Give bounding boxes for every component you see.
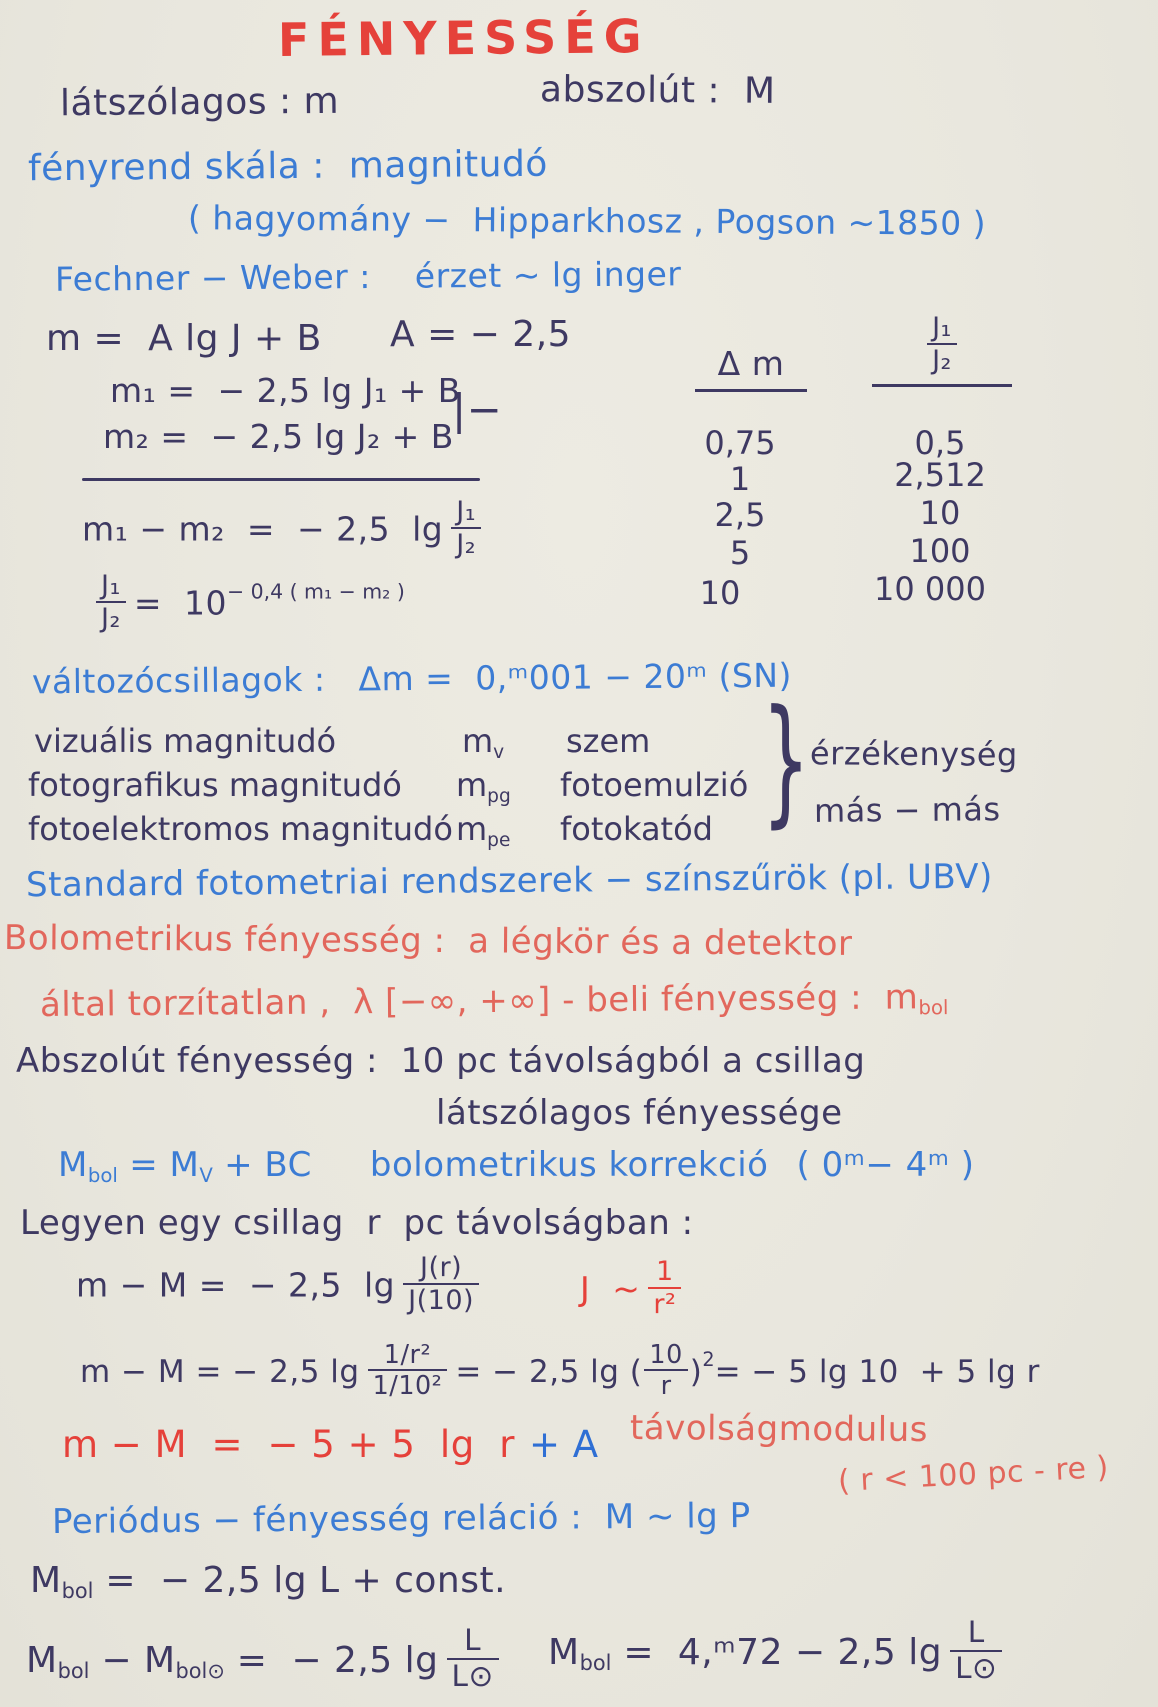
correction-range: ( 0ᵐ− 4ᵐ ) [796,1145,975,1185]
table-row-ratio: 2,512 [894,456,986,494]
ratio-power-equation [88,570,405,636]
sensitivity-note-2: más − más [813,790,1001,830]
grouping-brace: } [761,680,811,841]
fechner-weber-line: Fechner − Weber : érzet ~ lg inger [54,254,682,299]
mag-type-detector: szem [566,722,651,760]
inverse-square-fraction: $\frac{1}{\text{r²}}$ [648,1257,681,1319]
standard-systems-line: Standard fotometriai rendszerek − színszűrök (pl. UBV) [25,856,993,906]
table-col2-header [872,312,1012,387]
intensity-ratio-fraction: $\frac{\text{J₁}}{\text{J₂}}$ [451,497,481,559]
distance-modulus-label: távolságmodulus [629,1407,929,1451]
mbol-subscript: bol [918,996,949,1020]
base-equation: m = A lg J + B [46,318,322,359]
a-value: A = − 2,5 [390,314,572,355]
mag-type-detector: fotokatód [560,810,713,848]
period-luminosity-line: Periódus − fényesség reláció : M ~ lg P [51,1495,751,1543]
ratio-exponent: − 0,4 ( m₁ − m₂ ) [226,579,405,604]
sensitivity-note-1: érzékenység [809,734,1018,774]
absolute-magnitude-label: abszolút : M [539,69,776,112]
difference-equation [82,496,489,562]
luminosity-equation-1: $M_{bol}$ = − 2,5 lg L + const. [30,1560,507,1603]
distance-intro-line: Legyen egy csillag r pc távolságban : [20,1203,694,1243]
table-col1-header: Δ m [695,345,807,392]
distance-equation-2: m − M = − 2,5 lg $\frac{\text{1/r²}}{\text{1/10²}}$ = − 2,5 lg ( $\frac{10}{r}$ )$^2$= − 5 lg 10 + 5 lg r [80,1339,1040,1401]
table-row-ratio: 100 [909,532,971,570]
mag-type-detector: fotoemulzió [560,766,749,804]
variable-stars-line: változócsillagok : Δm = 0,ᵐ001 − 20ᵐ (SN) [31,655,793,702]
bolometric-line-2: által torzítatlan , λ [−∞, +∞] - beli fényesség : $m_{bol}$ [39,977,949,1025]
distance-equation-1: m − M = − 2,5 lg $\frac{J(r)}{J(10)}$ [76,1256,487,1318]
mag-type-symbol: $m_{pg}$ [456,766,511,807]
table-row-dm: 1 [729,460,751,498]
table-row-dm: 2,5 [714,496,766,534]
magnitude-type-row [28,766,773,807]
table-row-ratio: 10 000 [874,570,986,608]
bolometric-correction-equation: $M_{bol} = M_V$ + BC bolometrikus korrekció ( 0ᵐ− 4ᵐ ) [58,1145,975,1187]
apparent-magnitude-label: látszólagos : m [59,80,340,125]
table-row-dm: 0,75 [704,424,776,462]
magnitude-type-row [28,810,773,851]
table-row-dm: 5 [729,534,751,572]
page-title: FÉNYESSÉG [277,9,650,67]
mag-type-symbol: $m_v$ [462,722,505,763]
mag-type-label: fotografikus magnitudó [28,766,402,804]
table-row-ratio: 0,5 [914,424,966,462]
mag-type-label: fotoelektromos magnitudó [28,810,453,848]
distance-modulus-note: ( r < 100 pc - re ) [837,1449,1110,1500]
nested-fraction: $\frac{\text{1/r²}}{\text{1/10²}}$ [368,1341,448,1400]
subtraction-rule [82,478,480,481]
table-row-dm: 10 [699,574,741,612]
table-row-ratio: 10 [919,494,961,532]
ratio-fraction: $\frac{\text{J₁}}{\text{J₂}}$ [96,571,126,633]
absolute-brightness-line-1: Abszolút fényesség : 10 pc távolságból a csillag [16,1041,866,1081]
absolute-brightness-line-2: látszólagos fényessége [436,1093,843,1133]
distance-modulus-equation: m − M = − 5 + 5 lg r + A [62,1423,599,1466]
equation-m2: m₂ = − 2,5 lg J₂ + B [103,417,454,456]
tradition-line: ( hagyomány − Hipparkhosz , Pogson ~1850 ) [187,198,987,243]
flux-ratio-fraction: $\frac{J(r)}{J(10)}$ [403,1253,479,1315]
extinction-term: + A [528,1423,599,1466]
diff-prefix: m₁ − m₂ = − 2,5 lg [82,509,444,549]
luminosity-equation-3: $M_{bol}$ = 4,ᵐ72 − 2,5 lg $\frac{L}{L⊙}$ [548,1620,1010,1688]
mag-type-label: vizuális magnitudó [34,722,337,760]
correction-label: bolometrikus korrekció [369,1145,769,1185]
ten-over-r-fraction: $\frac{10}{r}$ [644,1341,687,1400]
bolometric-line-1: Bolometrikus fényesség : a légkör és a detektor [3,918,853,964]
inverse-square-relation: J ~ $\frac{1}{\text{r²}}$ [580,1260,689,1322]
magnitude-type-row [34,722,779,763]
solar-luminosity-fraction: $\frac{L}{L⊙}$ [950,1617,1002,1685]
ratio-mid: = 10 [133,583,227,623]
luminosity-equation-2: $M_{bol} - M_{bol⊙}$ = − 2,5 lg $\frac{L}{L⊙}$ [26,1628,507,1696]
magnitude-scale-line: fényrend skála : magnitudó [27,143,549,190]
solar-luminosity-fraction: $\frac{L}{L⊙}$ [447,1625,499,1693]
equation-m1: m₁ = − 2,5 lg J₁ + B [110,371,461,410]
mag-type-symbol: $m_{pe}$ [456,810,511,851]
table-header-fraction: $\frac{\text{J₁}}{\text{J₂}}$ [927,313,957,375]
subtract-mark: |− [452,385,503,434]
